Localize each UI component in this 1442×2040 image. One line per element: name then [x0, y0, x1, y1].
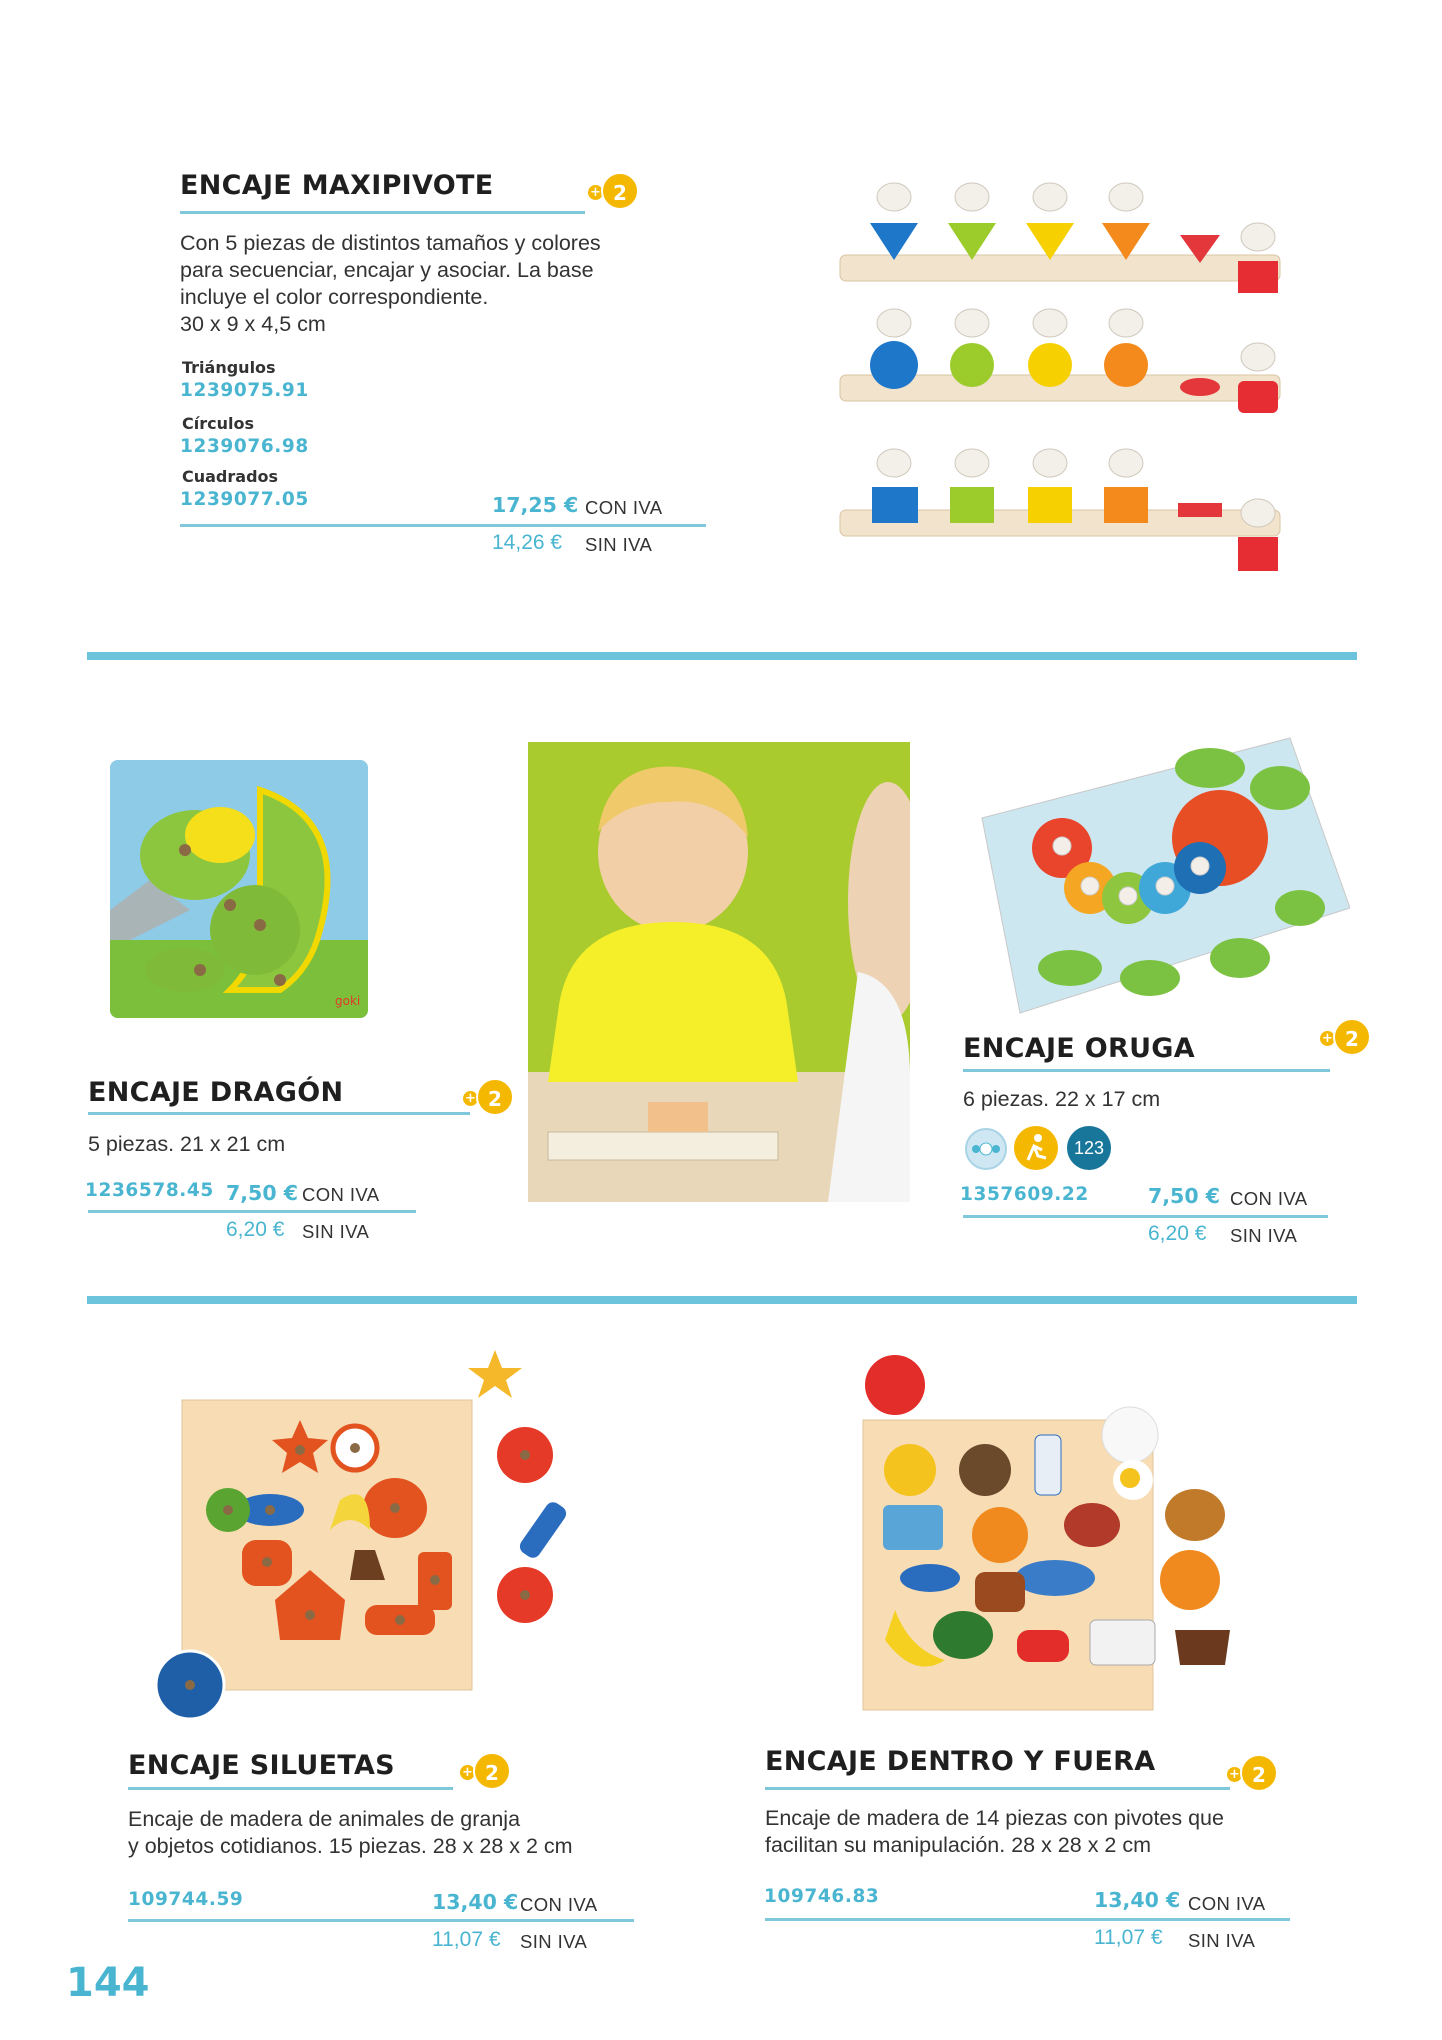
price-sin-iva: 11,07 €	[432, 1928, 501, 1951]
age-badge: + 2	[463, 1078, 513, 1118]
price-underline	[765, 1918, 1290, 1921]
price-sin-iva: 11,07 €	[1094, 1926, 1163, 1949]
product-title: ENCAJE ORUGA	[963, 1033, 1195, 1064]
variant-name: Círculos	[182, 414, 254, 433]
age-badge: + 2	[588, 172, 638, 212]
title-underline	[765, 1787, 1230, 1790]
price-con-iva: 7,50 €	[1148, 1184, 1220, 1208]
description-line: y objetos cotidianos. 15 piezas. 28 x 28 x 2 cm	[128, 1834, 573, 1858]
product-description	[765, 1805, 1224, 1859]
price-con-iva: 13,40 €	[1094, 1888, 1181, 1912]
product-title: ENCAJE SILUETAS	[128, 1750, 395, 1781]
product-image-siluetas	[150, 1340, 590, 1720]
numbers-icon: 123	[1067, 1126, 1111, 1170]
section-separator	[87, 652, 1357, 660]
con-iva-label: CON IVA	[1188, 1893, 1266, 1914]
age-badge: + 2	[460, 1752, 510, 1792]
title-underline	[128, 1787, 453, 1790]
sin-iva-label: SIN IVA	[1188, 1930, 1256, 1951]
product-code: 109744.59	[128, 1889, 244, 1910]
product-description: 5 piezas. 21 x 21 cm	[88, 1132, 286, 1156]
title-underline	[963, 1069, 1330, 1072]
age-badge: + 2	[1320, 1018, 1370, 1058]
sin-iva-label: SIN IVA	[302, 1221, 370, 1242]
sin-iva-label: SIN IVA	[1230, 1225, 1298, 1246]
product-code: 1236578.45	[85, 1180, 214, 1201]
product-title: ENCAJE DENTRO Y FUERA	[765, 1746, 1156, 1777]
price-underline	[180, 524, 706, 527]
price-con-iva: 13,40 €	[432, 1890, 519, 1914]
product-image-dentro-y-fuera	[855, 1340, 1250, 1720]
price-con-iva: 7,50 €	[226, 1181, 298, 1205]
sin-iva-label: SIN IVA	[585, 534, 653, 555]
product-code: 1357609.22	[960, 1184, 1089, 1205]
description-line: Encaje de madera de animales de granja	[128, 1807, 521, 1831]
product-image-oruga	[980, 728, 1350, 1018]
description-line: para secuenciar, encajar y asociar. La base	[180, 258, 594, 282]
price-underline	[88, 1210, 416, 1213]
price-underline	[128, 1919, 634, 1922]
product-image-dragon	[110, 760, 368, 1018]
product-description: 6 piezas. 22 x 17 cm	[963, 1087, 1161, 1111]
description-line: facilitan su manipulación. 28 x 28 x 2 cm	[765, 1833, 1152, 1857]
product-code: 1239077.05	[180, 489, 309, 510]
description-line: Encaje de madera de 14 piezas con pivotes que	[765, 1806, 1224, 1830]
title-underline	[180, 211, 585, 214]
motor-skill-icon	[965, 1128, 1007, 1170]
children-playing-photo	[528, 742, 910, 1202]
product-title: ENCAJE DRAGÓN	[88, 1077, 344, 1108]
price-con-iva: 17,25 €	[492, 493, 579, 517]
description-line: Con 5 piezas de distintos tamaños y colores	[180, 231, 601, 255]
product-code: 1239075.91	[180, 380, 309, 401]
con-iva-label: CON IVA	[1230, 1188, 1308, 1209]
product-description	[128, 1806, 573, 1860]
product-description	[180, 230, 601, 338]
con-iva-label: CON IVA	[585, 497, 663, 518]
description-line: 30 x 9 x 4,5 cm	[180, 312, 326, 336]
section-separator	[87, 1296, 1357, 1304]
description-line: incluye el color correspondiente.	[180, 285, 489, 309]
con-iva-label: CON IVA	[520, 1894, 598, 1915]
price-sin-iva: 6,20 €	[226, 1218, 285, 1241]
product-image-maxipivote	[830, 165, 1300, 585]
product-code: 1239076.98	[180, 436, 309, 457]
age-badge: + 2	[1227, 1754, 1277, 1794]
product-title: ENCAJE MAXIPIVOTE	[180, 170, 494, 201]
product-code: 109746.83	[764, 1886, 880, 1907]
con-iva-label: CON IVA	[302, 1184, 380, 1205]
sin-iva-label: SIN IVA	[520, 1931, 588, 1952]
svg-text:goki: goki	[335, 994, 361, 1008]
title-underline	[88, 1112, 470, 1115]
variant-name: Triángulos	[182, 358, 276, 377]
dexterity-icon	[1014, 1126, 1058, 1170]
price-sin-iva: 6,20 €	[1148, 1222, 1207, 1245]
price-underline	[963, 1215, 1328, 1218]
page-number: 144	[66, 1960, 150, 2006]
price-sin-iva: 14,26 €	[492, 531, 563, 554]
variant-name: Cuadrados	[182, 467, 279, 486]
